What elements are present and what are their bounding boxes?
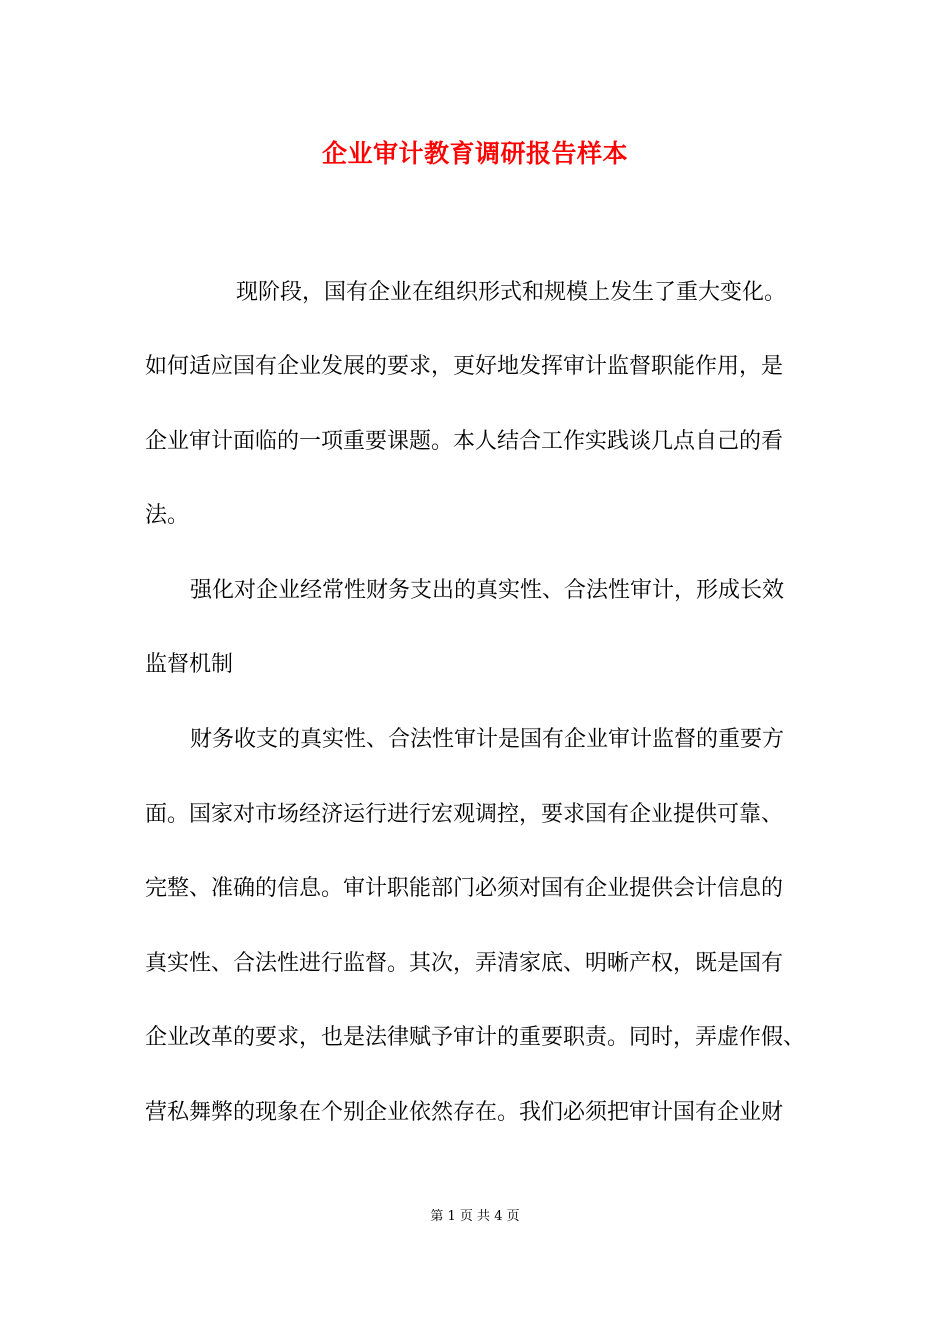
paragraph-line: 真实性、合法性进行监督。其次，弄清家底、明晰产权，既是国有	[145, 951, 784, 976]
paragraph-line: 企业审计面临的一项重要课题。本人结合工作实践谈几点自己的看	[145, 429, 784, 454]
document-title: 企业审计教育调研报告样本	[321, 139, 628, 168]
section-heading-line: 监督机制	[145, 652, 234, 677]
paragraph-line: 营私舞弊的现象在个别企业依然存在。我们必须把审计国有企业财	[145, 1100, 784, 1125]
paragraph-line: 法。	[145, 503, 190, 528]
paragraph-line: 如何适应国有企业发展的要求，更好地发挥审计监督职能作用，是	[145, 354, 784, 379]
paragraph-line: 现阶段，国有企业在组织形式和规模上发生了重大变化。	[236, 280, 787, 305]
paragraph-line: 面。国家对市场经济运行进行宏观调控，要求国有企业提供可靠、	[145, 802, 784, 827]
paragraph-line: 财务收支的真实性、合法性审计是国有企业审计监督的重要方	[190, 727, 785, 752]
section-heading-line: 强化对企业经常性财务支出的真实性、合法性审计，形成长效	[190, 578, 785, 603]
paragraph-line: 企业改革的要求，也是法律赋予审计的重要职责。同时，弄虚作假、	[145, 1025, 806, 1050]
paragraph-line: 完整、准确的信息。审计职能部门必须对国有企业提供会计信息的	[145, 876, 784, 901]
page-number-footer: 第 1 页 共 4 页	[430, 1209, 520, 1224]
